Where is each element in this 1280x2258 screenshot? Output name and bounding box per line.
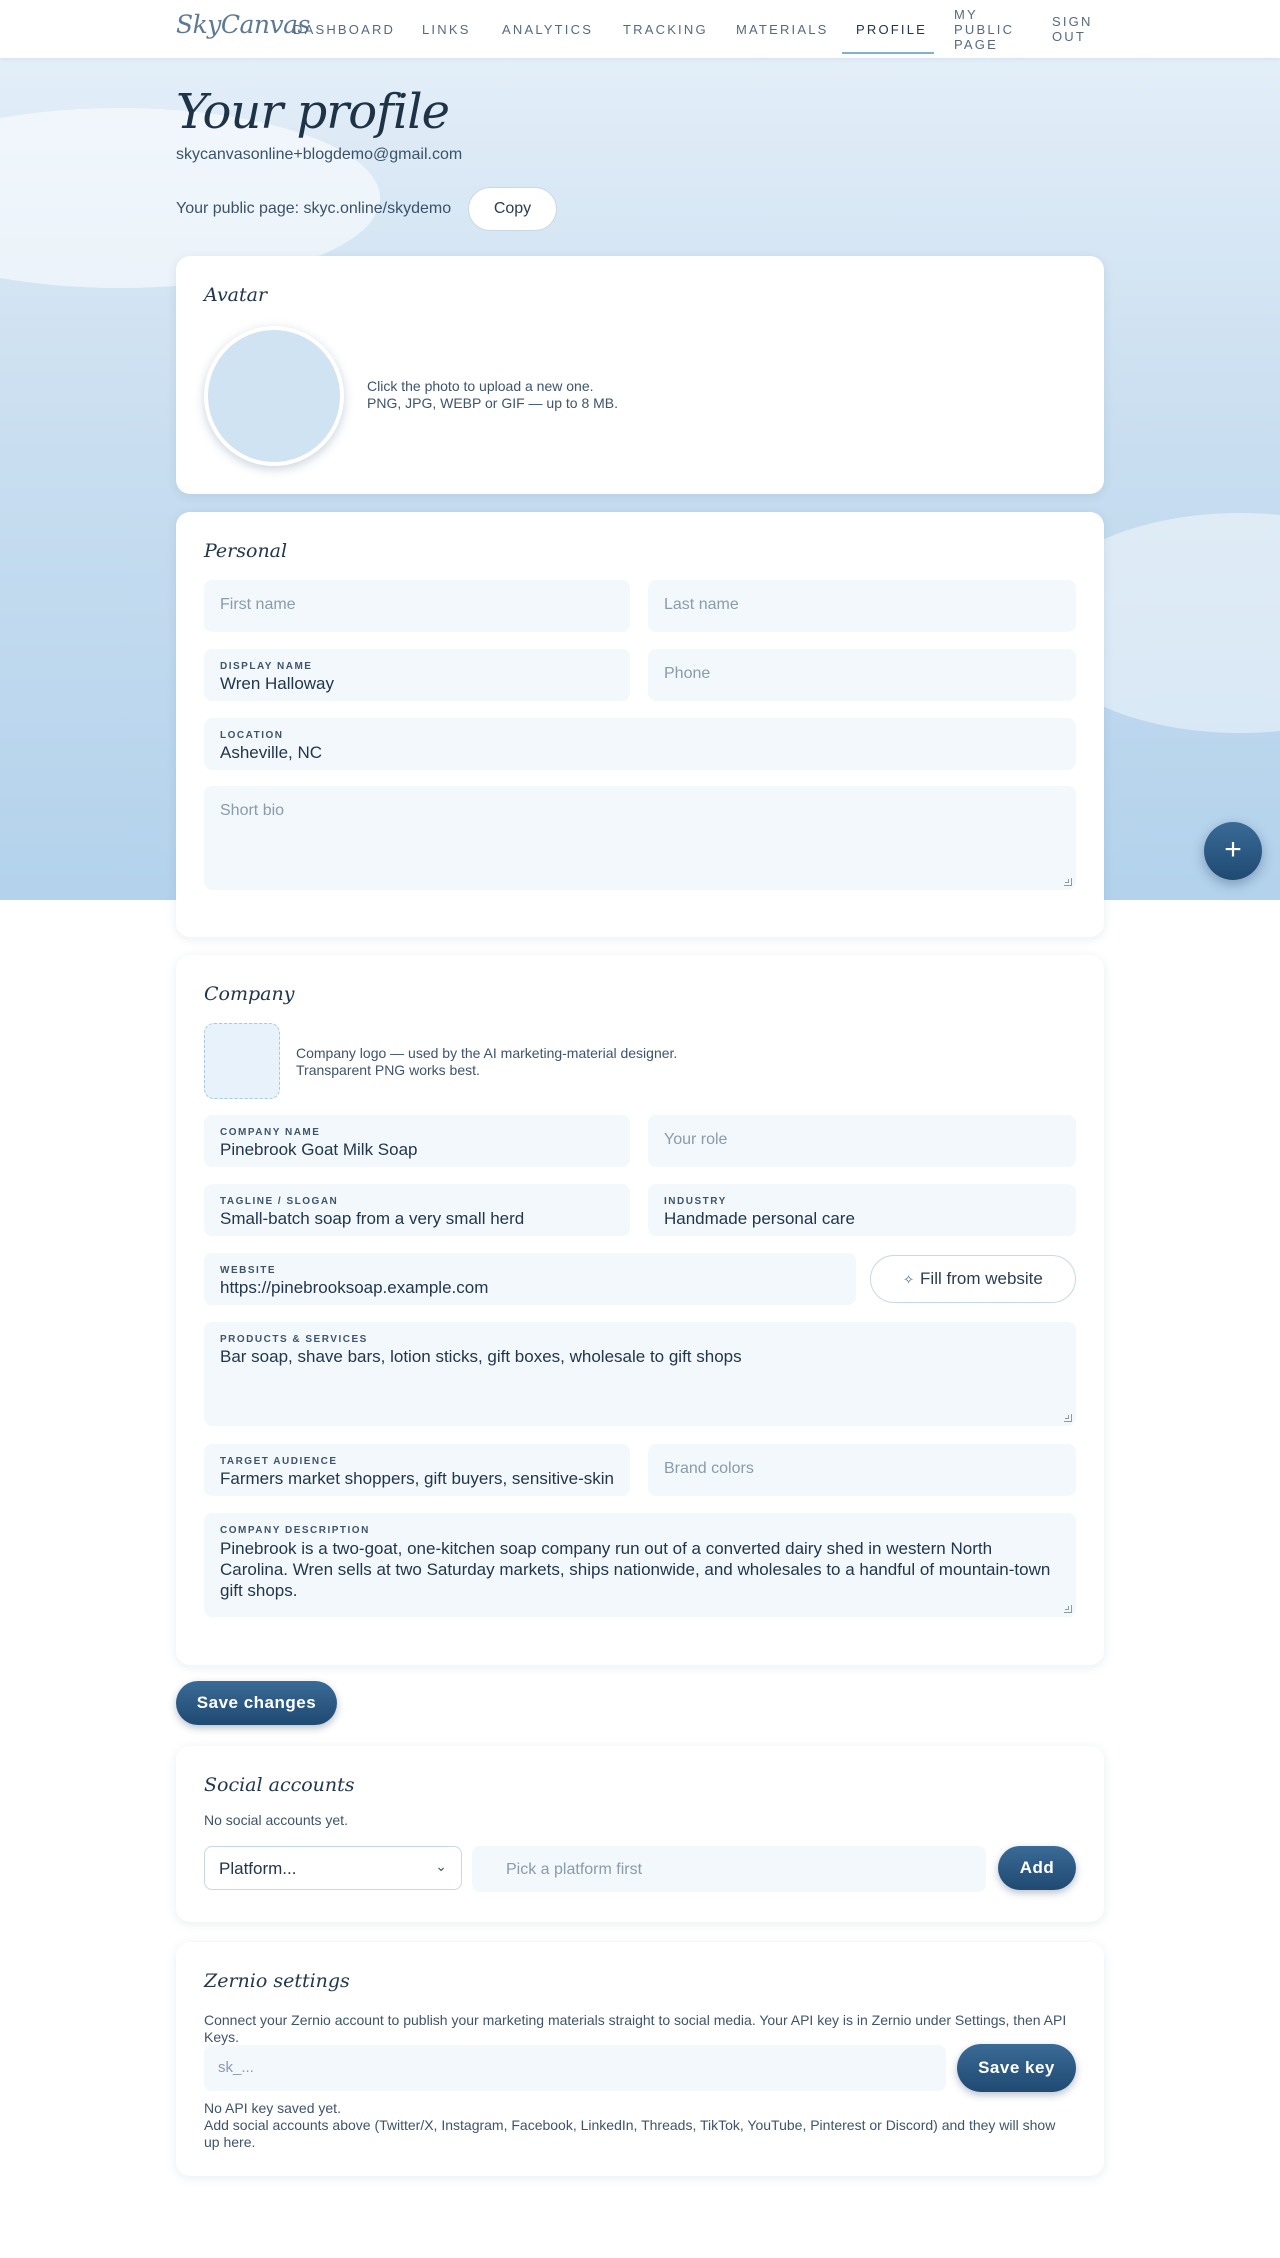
avatar-hint-line2: PNG, JPG, WEBP or GIF — up to 8 MB. [367, 395, 619, 411]
location-field[interactable] [204, 718, 1076, 770]
personal-card [176, 512, 1104, 937]
api-key-input[interactable] [204, 2045, 946, 2091]
phone-placeholder: Phone [664, 665, 711, 682]
plus-icon[interactable]: + [1204, 822, 1262, 880]
platform-select[interactable] [204, 1846, 462, 1890]
last-name-field[interactable] [648, 580, 1076, 632]
brand-colors-placeholder: Brand colors [664, 1460, 754, 1477]
display-name-value: Wren Halloway [220, 674, 335, 693]
location-value: Asheville, NC [220, 743, 323, 762]
tagline-label: TAGLINE / SLOGAN [220, 1196, 339, 1207]
nav-link-analytics[interactable]: ANALYTICS [502, 22, 594, 37]
fill-from-website-label: Fill from website [920, 1269, 1043, 1288]
public-page-url: Your public page: skyc.online/skydemo [176, 200, 452, 217]
company-description-value: Pinebrook is a two-goat, one-kitchen soap company run out of a converted dairy shed in western North Carolina. Wren sells at two Saturday markets, ships nationwide, and wholesales to a handful of mountain-town gift shops. [220, 1539, 1051, 1600]
last-name-placeholder: Last name [664, 596, 739, 613]
nav-link-dashboard[interactable]: DASHBOARD [293, 22, 396, 37]
top-nav [0, 0, 1280, 58]
zernio-accounts-hint: Add social accounts above (Twitter/X, Instagram, Facebook, LinkedIn, Threads, TikTok, YouTube, Pinterest or Discord) and they will show up here. [204, 2117, 1056, 2150]
nav-link-materials[interactable]: MATERIALS [736, 22, 829, 37]
social-accounts-card [176, 1746, 1104, 1922]
display-name-field[interactable] [204, 649, 630, 701]
display-name-label: DISPLAY NAME [220, 661, 313, 672]
copy-button[interactable]: Copy [468, 187, 557, 231]
sparkle-icon: ✧ [903, 1272, 915, 1287]
chevron-down-icon: ⌄ [435, 1858, 447, 1874]
social-handle-input[interactable] [472, 1846, 986, 1892]
fill-from-website-button[interactable] [870, 1255, 1076, 1303]
resize-handle[interactable] [1064, 1605, 1072, 1613]
tagline-value: Small-batch soap from a very small herd [220, 1209, 525, 1228]
company-description-label: COMPANY DESCRIPTION [220, 1525, 370, 1536]
target-audience-field[interactable] [204, 1444, 630, 1496]
avatar-card [176, 256, 1104, 494]
role-placeholder: Your role [664, 1131, 728, 1148]
avatar-upload[interactable] [204, 326, 344, 466]
card-title-personal: Personal [204, 540, 288, 562]
card-title-social: Social accounts [204, 1774, 355, 1796]
website-field[interactable] [204, 1253, 856, 1305]
industry-label: INDUSTRY [664, 1196, 727, 1207]
api-key-status: No API key saved yet. [204, 2100, 341, 2116]
nav-link-links[interactable]: LINKS [422, 22, 471, 37]
target-audience-value: Farmers market shoppers, gift buyers, sensitive-skin [220, 1469, 614, 1488]
nav-link-public-page[interactable]: MY PUBLIC PAGE [954, 7, 1015, 52]
company-logo-upload[interactable] [204, 1023, 280, 1099]
card-title-avatar: Avatar [204, 284, 268, 306]
first-name-field[interactable] [204, 580, 630, 632]
company-name-field[interactable] [204, 1115, 630, 1167]
platform-select-value: Platform... [219, 1859, 297, 1878]
nav-link-sign-out[interactable]: SIGN OUT [1052, 14, 1093, 44]
industry-value: Handmade personal care [664, 1209, 855, 1228]
save-key-button[interactable]: Save key [957, 2044, 1076, 2092]
card-title-company: Company [204, 983, 295, 1005]
company-card [176, 955, 1104, 1665]
account-email: skycanvasonline+blogdemo@gmail.com [176, 146, 463, 163]
first-name-placeholder: First name [220, 596, 296, 613]
company-name-value: Pinebrook Goat Milk Soap [220, 1140, 418, 1159]
target-audience-label: TARGET AUDIENCE [220, 1456, 338, 1467]
tagline-field[interactable] [204, 1184, 630, 1236]
role-field[interactable] [648, 1115, 1076, 1167]
social-handle-placeholder: Pick a platform first [506, 1861, 643, 1878]
social-empty-text: No social accounts yet. [204, 1812, 348, 1828]
products-label: PRODUCTS & SERVICES [220, 1334, 368, 1345]
website-value: https://pinebrooksoap.example.com [220, 1278, 489, 1297]
card-title-zernio: Zernio settings [204, 1970, 350, 1992]
avatar-hint-line1: Click the photo to upload a new one. [367, 378, 594, 394]
company-logo-hint-line2: Transparent PNG works best. [296, 1062, 480, 1078]
bio-textarea[interactable] [204, 786, 1076, 890]
api-key-placeholder: sk_... [218, 2059, 254, 2076]
location-label: LOCATION [220, 730, 284, 741]
phone-field[interactable] [648, 649, 1076, 701]
resize-handle[interactable] [1064, 1414, 1072, 1422]
nav-link-tracking[interactable]: TRACKING [623, 22, 708, 37]
active-nav-indicator [842, 52, 934, 54]
save-changes-button[interactable]: Save changes [176, 1681, 337, 1725]
products-textarea[interactable] [204, 1322, 1076, 1426]
resize-handle[interactable] [1064, 878, 1072, 886]
nav-link-profile[interactable]: PROFILE [856, 22, 928, 37]
add-social-button[interactable]: Add [998, 1846, 1076, 1890]
logo[interactable]: SkyCanvas [176, 10, 310, 39]
company-logo-hint-line1: Company logo — used by the AI marketing-material designer. [296, 1045, 678, 1061]
zernio-settings-card [176, 1942, 1104, 2176]
page-title: Your profile [176, 84, 449, 140]
company-description-textarea[interactable] [204, 1513, 1076, 1617]
website-label: WEBSITE [220, 1265, 277, 1276]
industry-field[interactable] [648, 1184, 1076, 1236]
brand-colors-field[interactable] [648, 1444, 1076, 1496]
bio-placeholder: Short bio [220, 802, 285, 819]
products-value: Bar soap, shave bars, lotion sticks, gift boxes, wholesale to gift shops [220, 1347, 742, 1366]
company-name-label: COMPANY NAME [220, 1127, 321, 1138]
zernio-description: Connect your Zernio account to publish your marketing materials straight to social media. Your API key is in Zernio under Settings, then API Keys. [204, 2012, 1067, 2045]
